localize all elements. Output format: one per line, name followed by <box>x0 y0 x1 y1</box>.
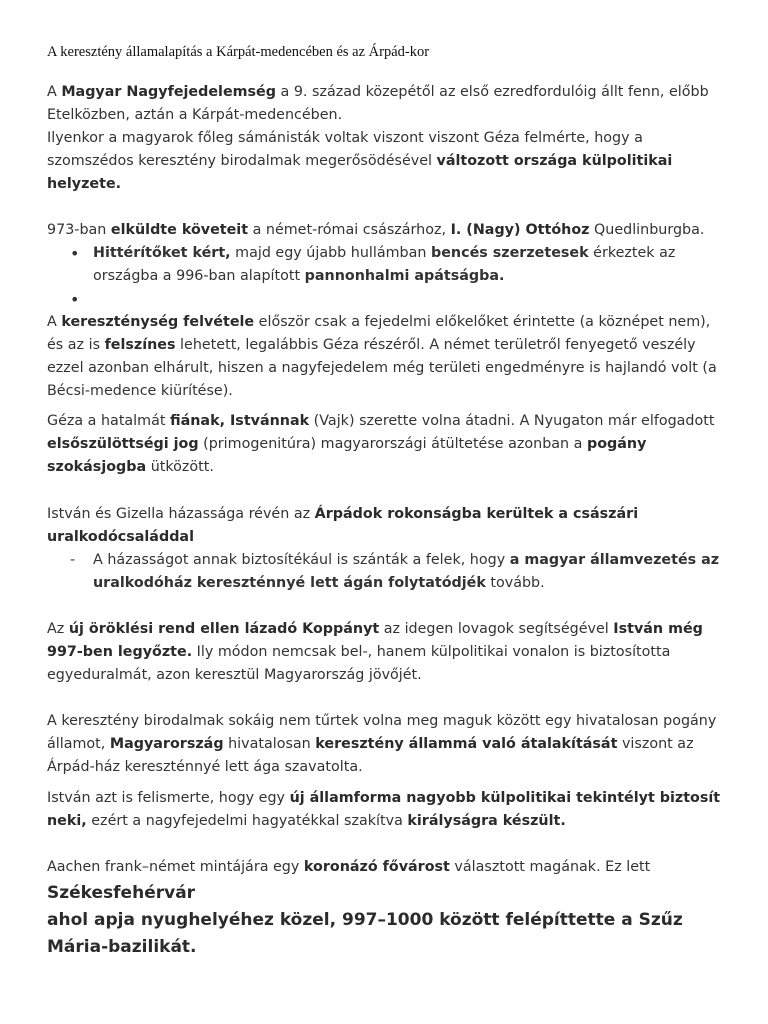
bold-text: I. (Nagy) Ottóhoz <box>450 222 590 238</box>
text: ütközött. <box>146 459 214 475</box>
list-item-empty <box>47 288 727 311</box>
text: az idegen lovagok segítségével <box>379 621 614 637</box>
bold-text: új öröklési rend ellen lázadó Koppányt <box>68 621 380 637</box>
bold-text: Magyar Nagyfejedelemség <box>61 84 276 100</box>
bold-text: királyságra készült. <box>407 813 566 829</box>
bold-text: Hittérítőket kért, <box>93 245 231 261</box>
bold-text: Árpádok rokonságba kerültek a császári uralkodócsaláddal <box>47 506 639 545</box>
text: (Vajk) szerette volna átadni. A Nyugaton már elfogadott <box>309 413 715 429</box>
dash-list <box>47 549 727 595</box>
text: A <box>47 314 62 330</box>
text: a 9. század közepétől az első ezredfordulóig állt fenn, előbb Etelközben, aztán a Kárpát-medencében. <box>47 84 709 123</box>
text: Géza a hatalmát <box>47 413 170 429</box>
bold-text: elsőszülöttségi jog <box>47 436 199 452</box>
bold-text: fiának, Istvánnak <box>170 413 310 429</box>
bold-text: változott országa külpolitikai helyzete. <box>47 153 673 192</box>
text: viszont az Árpád-ház kereszténnyé lett ága szavatolta. <box>47 736 694 775</box>
bold-text: pannonhalmi apátságba. <box>304 268 505 284</box>
bullet-list <box>47 242 727 311</box>
bold-text: István még 997-ben legyőzte. <box>47 621 703 660</box>
paragraph-allamforma <box>47 787 727 833</box>
text: 973-ban <box>47 222 111 238</box>
bold-text: pogány szokásjogba <box>47 436 647 475</box>
paragraph-hazassag <box>47 503 727 549</box>
dash-marker: - <box>70 552 76 568</box>
text: Quedlinburgba. <box>589 222 705 238</box>
text: a német-római császárhoz, <box>248 222 451 238</box>
text: érkeztek az országba a 996-ban alapított <box>93 245 676 284</box>
text: A keresztény birodalmak sokáig nem tűrtek volna meg maguk között egy hivatalosan pogány államot, <box>47 713 717 752</box>
text: (primogenitúra) magyarországi átültetése azonban a <box>198 436 587 452</box>
text: István és Gizella házassága révén az <box>47 506 315 522</box>
bullet-icon: • <box>70 244 80 263</box>
paragraph-geza-hatalma <box>47 410 727 479</box>
paragraph-aachen <box>47 856 727 879</box>
heading-text: ahol apja nyughelyéhez közel, 997–1000 között felépíttette a Szűz Mária-bazilikát. <box>47 910 683 957</box>
text: ezért a nagyfejedelmi hagyatékkal szakítva <box>86 813 408 829</box>
paragraph-973 <box>47 219 727 242</box>
text: először csak a fejedelmi előkelőket érintette (a köznépet nem), és az is <box>47 314 711 353</box>
text: Ily módon nemcsak bel-, hanem külpolitikai vonalon is biztosította egyeduralmát, azon keresztül Magyarország jövőjét. <box>47 644 671 683</box>
bold-text: Magyarország <box>109 736 224 752</box>
paragraph-keresztenyseg <box>47 311 727 403</box>
heading-text: Székesfehérvár <box>47 883 196 903</box>
list-item <box>47 549 727 595</box>
text: hivatalosan <box>223 736 316 752</box>
bold-text: felszínes <box>104 337 176 353</box>
bold-text: új államforma nagyobb külpolitikai tekintélyt biztosít neki, <box>47 790 721 829</box>
bold-text: kereszténység felvétele <box>61 314 255 330</box>
text: tovább. <box>485 575 545 591</box>
bold-text: a magyar államvezetés az uralkodóház kereszténnyé lett ágán folytatódjék <box>93 552 720 591</box>
paragraph-nagyfejedelemseg <box>47 81 727 196</box>
text: Az <box>47 621 69 637</box>
text: Ilyenkor a magyarok főleg sámánisták voltak viszont viszont Géza felmérte, hogy a szomszédos keresztény birodalmak megerősödésével <box>47 130 643 169</box>
bold-text: koronázó fővárost <box>303 859 450 875</box>
text: Aachen frank–német mintájára egy <box>47 859 304 875</box>
document-title: A keresztény államalapítás a Kárpát-medencében és az Árpád-kor <box>47 44 430 60</box>
bold-text: elküldte követeit <box>110 222 249 238</box>
bullet-icon: • <box>70 290 80 309</box>
text: lehetett, legalábbis Géza részéről. A német területről fenyegető veszély ezzel azonban elhárult, hiszen a nagyfejedelem még területi engedményre is hajlandó volt (a Bécsi-medence kiürítése). <box>47 337 717 399</box>
text: A házasságot annak biztosítékául is szánták a felek, hogy <box>93 552 510 568</box>
text: A <box>47 84 62 100</box>
highlight-szekesfehervar <box>47 880 727 961</box>
list-item <box>47 242 727 288</box>
bold-text: bencés szerzetesek <box>431 245 589 261</box>
bold-text: keresztény állammá való átalakítását <box>315 736 618 752</box>
paragraph-keresztény-birodalmak <box>47 710 727 779</box>
paragraph-koppany <box>47 618 727 687</box>
text: majd egy újabb hullámban <box>230 245 431 261</box>
text: választott magának. Ez lett <box>449 859 651 875</box>
text: István azt is felismerte, hogy egy <box>47 790 290 806</box>
